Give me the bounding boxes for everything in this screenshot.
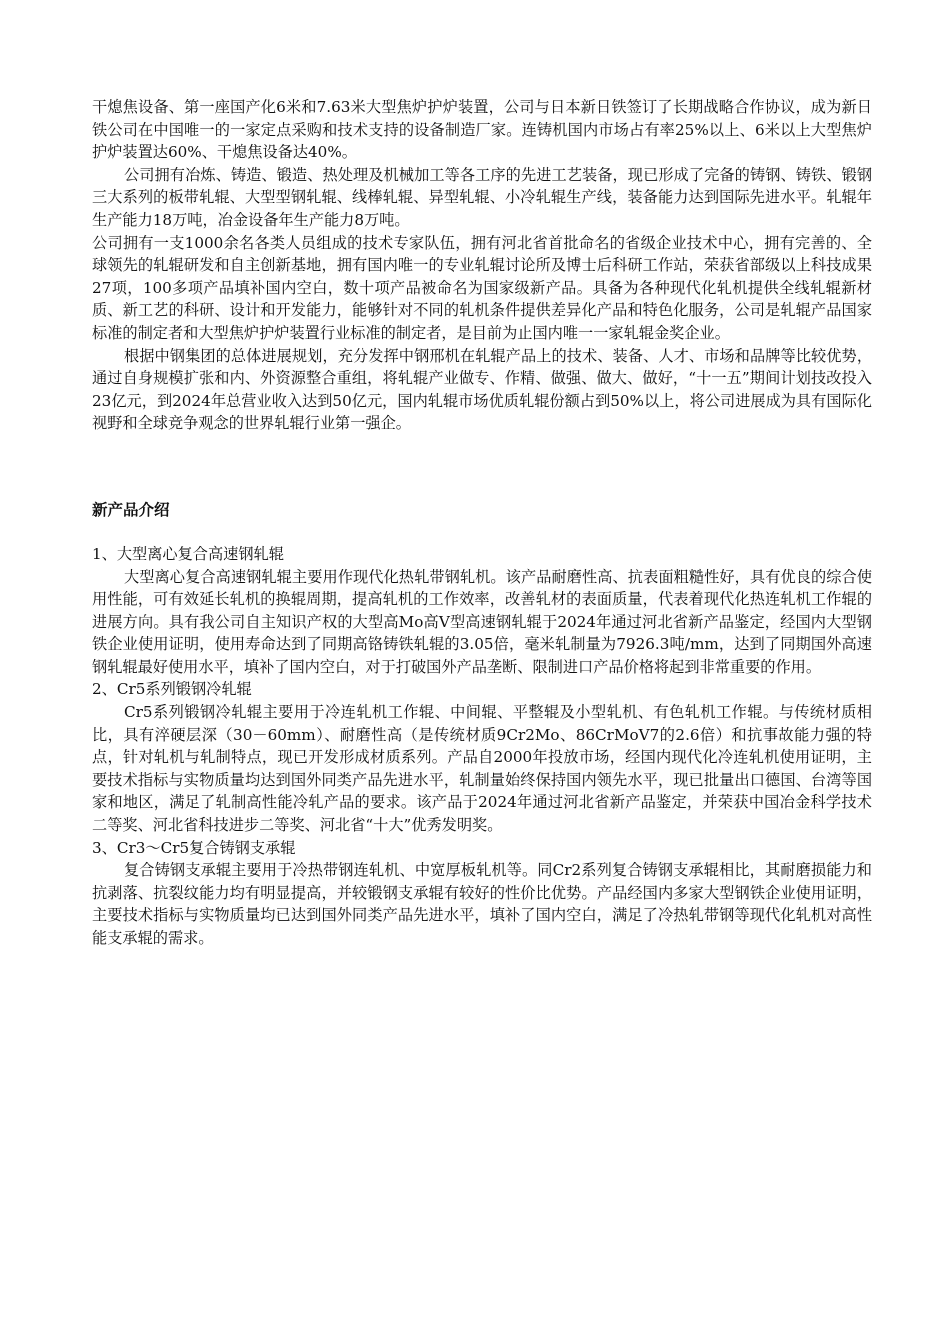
product-title-2: 2、Cr5系列锻钢冷轧辊 xyxy=(92,680,252,699)
product-body-3: 复合铸钢支承辊主要用于冷热带钢连轧机、中宽厚板轧机等。同Cr2系列复合铸钢支承辊相比，其耐磨损能力和抗剥落、抗裂纹能力均有明显提高，并较锻钢支承辊有较好的性价比优势。产品经国内多家大型钢铁企业使用证明，主要技术指标与实物质量均已达到国外同类产品先进水平，填补了国内空白，满足了冷热轧带钢等现代化轧机对高性能支承辊的需求。 xyxy=(92,861,872,947)
product-body-2: Cr5系列锻钢冷轧辊主要用于冷连轧机工作辊、中间辊、平整辊及小型轧机、有色轧机工作辊。与传统材质相比，具有淬硬层深（30－60mm）、耐磨性高（是传统材质9Cr2Mo、86CrMoV7的2.6倍）和抗事故能力强的特点，针对轧机与轧制特点，现已开发形成材质系列。产品自2000年投放市场，经国内现代化冷连轧机使用证明，主要技术指标与实物质量均达到国外同类产品先进水平，轧制量始终保持国内领先水平，现已批量出口德国、台湾等国家和地区，满足了轧制高性能冷轧产品的要求。该产品于2024年通过河北省新产品鉴定，并荣获中国冶金科学技术二等奖、河北省科技进步二等奖、河北省“十大”优秀发明奖。 xyxy=(92,703,872,835)
intro-paragraph-4: 根据中钢集团的总体进展规划，充分发挥中钢邢机在轧辊产品上的技术、装备、人才、市场和品牌等比较优势，通过自身规模扩张和内、外资源整合重组，将轧辊产业做专、作精、做强、做大、做好，“十一五”期间计划技改投入23亿元，到2024年总营业收入达到50亿元，国内轧辊市场优质轧辊份额占到50%以上，将公司进展成为具有国际化视野和全球竞争观念的世界轧辊行业第一强企。 xyxy=(92,346,872,433)
product-title-1: 1、大型离心复合高速钢轧辊 xyxy=(92,544,284,563)
product-title-3: 3、Cr3～Cr5复合铸钢支承辊 xyxy=(92,838,296,857)
intro-paragraph-2: 公司拥有冶炼、铸造、锻造、热处理及机械加工等各工序的先进工艺装备，现已形成了完备的铸钢、铸铁、锻钢三大系列的板带轧辊、大型型钢轧辊、线棒轧辊、异型轧辊、小冷轧辊生产线，装备能力达到国际先进水平。轧辊年生产能力18万吨，冶金设备年生产能力8万吨。 xyxy=(92,165,872,229)
intro-paragraph-3: 公司拥有一支1000余名各类人员组成的技术专家队伍，拥有河北省首批命名的省级企业技术中心，拥有完善的、全球领先的轧辊研发和自主创新基地，拥有国内唯一的专业轧辊讨论所及博士后科研工作站，荣获省部级以上科技成果27项，100多项产品填补国内空白，数十项产品被命名为国家级新产品。具备为各种现代化轧机提供全线轧辊新材质、新工艺的科研、设计和开发能力，能够针对不同的轧机条件提供差异化产品和特色化服务，公司是轧辊产品国家标准的制定者和大型焦炉护炉装置行业标准的制定者，是目前为止国内唯一一家轧辊金奖企业。 xyxy=(92,233,872,342)
document-page xyxy=(92,96,872,950)
intro-paragraph-1: 干熄焦设备、第一座国产化6米和7.63米大型焦炉护炉装置，公司与日本新日铁签订了长期战略合作协议，成为新日铁公司在中国唯一的一家定点采购和技术支持的设备制造厂家。连铸机国内市场占有率25%以上、6米以上大型焦炉护炉装置达60%、干熄焦设备达40%。 xyxy=(92,98,872,162)
product-body-1: 大型离心复合高速钢轧辊主要用作现代化热轧带钢轧机。该产品耐磨性高、抗表面粗糙性好，具有优良的综合使用性能，可有效延长轧机的换辊周期，提高轧机的工作效率，改善轧材的表面质量，代表着现代化热连轧机工作辊的进展方向。具有我公司自主知识产权的大型高Mo高V型高速钢轧辊于2024年通过河北省新产品鉴定，经国内大型钢铁企业使用证明，使用寿命达到了同期高铬铸铁轧辊的3.05倍，毫米轧制量为7926.3吨/mm，达到了同期国外高速钢轧辊最好使用水平，填补了国内空白，对于打破国外产品垄断、限制进口产品价格将起到非常重要的作用。 xyxy=(92,567,872,676)
section-heading-new-products: 新产品介绍 xyxy=(92,500,170,519)
